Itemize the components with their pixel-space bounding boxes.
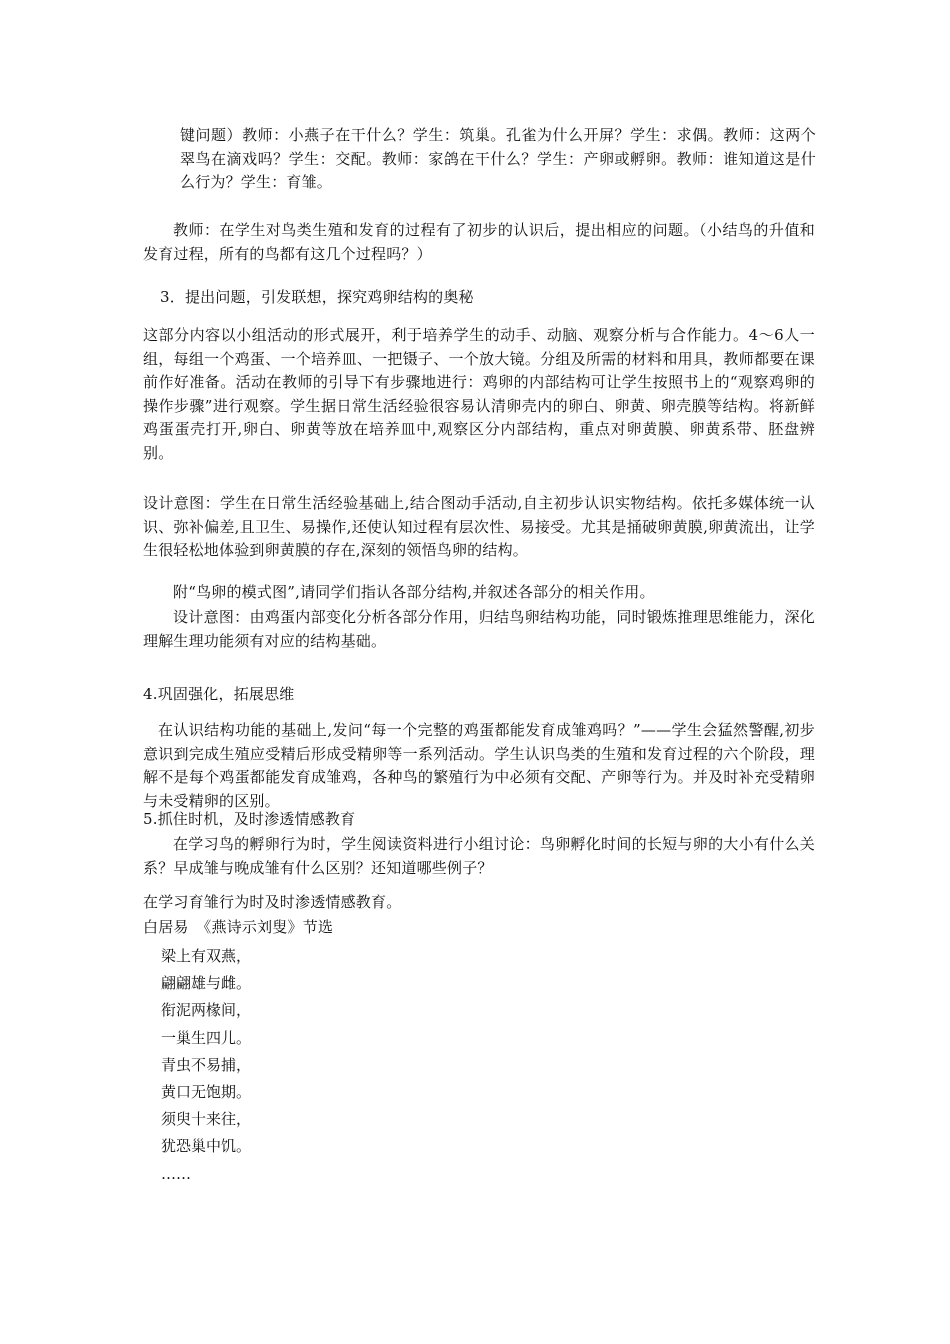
poem-title: 白居易 《燕诗示刘叟》节选 — [143, 918, 334, 936]
model-diagram-paragraph: 附“鸟卵的模式图”,请同学们指认各部分结构,并叙述各部分的相关作用。 — [173, 583, 655, 601]
dialogue-paragraph: 键问题）教师：小燕子在干什么？学生：筑巢。孔雀为什么开屏？学生：求偶。教师：这两个翠鸟在滴戏吗？学生：交配。教师：家鸽在干什么？学生：产卵或孵卵。教师：谁知道这是什么行为？学生：育雏。 — [180, 126, 816, 191]
incubation-paragraph: 在学习鸟的孵卵行为时，学生阅读资料进行小组讨论：鸟卵孵化时间的长短与卵的大小有什么关系？早成雏与晚成雏有什么区别？还知道哪些例子？ — [143, 835, 815, 877]
poem-line: 梁上有双燕， — [161, 947, 252, 965]
poem-line: 青虫不易捕， — [161, 1055, 252, 1074]
poem-line: 犹恐巢中饥。 — [161, 1137, 252, 1156]
section-heading-3: 3．提出问题，引发联想，探究鸡卵结构的奥秘 — [160, 288, 474, 306]
section-heading-5: 5.抓住时机，及时渗透情感教育 — [143, 810, 356, 828]
poem-line: 一巢生四儿。 — [161, 1028, 252, 1047]
section-heading-4: 4.巩固强化，拓展思维 — [143, 685, 295, 703]
design-intent-paragraph-1: 设计意图：学生在日常生活经验基础上,结合图动手活动,自主初步认识实物结构。依托多媒体统一认识、弥补偏差,且卫生、易操作,还使认知过程有层次性、易接受。尤其是捅破卵黄膜,卵黄流出，让学生很轻松地体验到卵黄膜的存在,深刻的领悟鸟卵的结构。 — [143, 494, 815, 559]
design-intent-paragraph-2: 设计意图：由鸡蛋内部变化分析各部分作用，归结鸟卵结构功能，同时锻炼推理思维能力，深化理解生理功能须有对应的结构基础。 — [143, 608, 815, 650]
poem-line: 衔泥两椽间， — [161, 1001, 252, 1020]
teacher-question-paragraph: 教师：在学生对鸟类生殖和发育的过程有了初步的认识后，提出相应的问题。（小结鸟的升值和发育过程，所有的鸟都有这几个过程吗？） — [143, 221, 815, 263]
poem-line: 翩翩雄与雌。 — [161, 974, 252, 993]
poem-lines — [161, 943, 251, 1188]
group-activity-paragraph: 这部分内容以小组活动的形式展开，利于培养学生的动手、动脑、观察分析与合作能力。4～6人一组，每组一个鸡蛋、一个培养皿、一把镊子、一个放大镜。分组及所需的材料和用具，教师都要在课前作好准备。活动在教师的引导下有步骤地进行：鸡卵的内部结构可让学生按照书上的“观察鸡卵的操作步骤”进行观察。学生据日常生活经验很容易认清卵壳内的卵白、卵黄、卵壳膜等结构。将新鲜鸡蛋蛋壳打开,卵白、卵黄等放在培养皿中,观察区分内部结构，重点对卵黄膜、卵黄系带、胚盘辨别。 — [143, 326, 815, 462]
poem-ellipsis: …… — [161, 1164, 191, 1183]
poem-line: 黄口无饱期。 — [161, 1082, 252, 1101]
consolidation-paragraph: 在认识结构功能的基础上,发问“每一个完整的鸡蛋都能发育成雏鸡吗？”——学生会猛然警醒,初步意识到完成生殖应受精后形成受精卵等一系列活动。学生认识鸟类的生殖和发育过程的六个阶段，理解不是每个鸡蛋都能发育成雏鸡，各种鸟的繁殖行为中必须有交配、产卵等行为。并及时补充受精卵与未受精卵的区别。 — [143, 721, 815, 810]
poem-line: 须臾十来往， — [161, 1110, 252, 1129]
emotion-education-paragraph: 在学习育雏行为时及时渗透情感教育。 — [143, 893, 402, 911]
